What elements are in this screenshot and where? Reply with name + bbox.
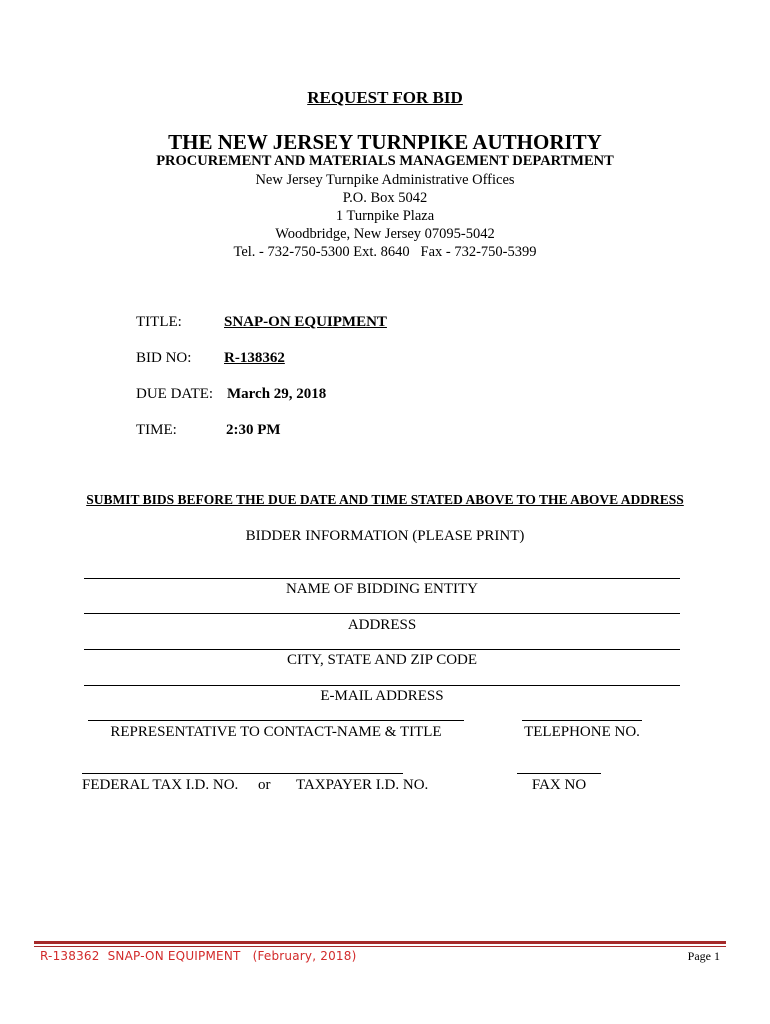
fax-line[interactable] [517, 773, 601, 774]
due-date-value: March 29, 2018 [227, 386, 327, 402]
address-line-offices: New Jersey Turnpike Administrative Offices [255, 172, 515, 188]
entity-name-line[interactable] [84, 578, 680, 579]
time-value: 2:30 PM [226, 422, 281, 438]
address-line-po-box: P.O. Box 5042 [342, 190, 428, 206]
bid-number-label: BID NO: [136, 350, 192, 366]
city-state-zip-line[interactable] [84, 649, 680, 650]
time-label: TIME: [136, 422, 177, 438]
bid-number-value: R-138362 [224, 350, 285, 366]
page-number: Page 1 [687, 949, 720, 963]
footer-rule-thin [34, 946, 726, 947]
address-line-phone-fax: Tel. - 732-750-5300 Ext. 8640 Fax - 732-750-5399 [233, 244, 537, 260]
footer-document-reference: R-138362 SNAP-ON EQUIPMENT (February, 2018) [40, 949, 357, 963]
bidder-information-heading: BIDDER INFORMATION (PLEASE PRINT) [245, 528, 525, 544]
address-line-city: Woodbridge, New Jersey 07095-5042 [275, 226, 495, 242]
city-state-zip-label: CITY, STATE AND ZIP CODE [286, 652, 478, 668]
title-value: SNAP-ON EQUIPMENT [224, 314, 387, 330]
tax-id-line[interactable] [82, 773, 403, 774]
telephone-line[interactable] [522, 720, 642, 721]
title-label: TITLE: [136, 314, 182, 330]
request-for-bid-heading: REQUEST FOR BID [307, 88, 463, 107]
footer-rule [34, 941, 726, 944]
submit-instructions: SUBMIT BIDS BEFORE THE DUE DATE AND TIME STATED ABOVE TO THE ABOVE ADDRESS [86, 492, 684, 507]
or-label: or [258, 777, 271, 793]
email-line[interactable] [84, 685, 680, 686]
entity-name-label: NAME OF BIDDING ENTITY [285, 581, 479, 597]
representative-label: REPRESENTATIVE TO CONTACT-NAME & TITLE [110, 724, 442, 740]
department-name: PROCUREMENT AND MATERIALS MANAGEMENT DEPARTMENT [156, 153, 614, 169]
due-date-label: DUE DATE: [136, 386, 214, 402]
email-label: E-MAIL ADDRESS [320, 688, 444, 704]
address-line-plaza: 1 Turnpike Plaza [335, 208, 435, 224]
telephone-label: TELEPHONE NO. [524, 724, 640, 740]
address-label: ADDRESS [347, 617, 417, 633]
federal-tax-id-label: FEDERAL TAX I.D. NO. [82, 777, 239, 793]
representative-line[interactable] [88, 720, 464, 721]
authority-name: THE NEW JERSEY TURNPIKE AUTHORITY [168, 130, 602, 154]
taxpayer-id-label: TAXPAYER I.D. NO. [296, 777, 429, 793]
fax-label: FAX NO [531, 777, 587, 793]
address-line[interactable] [84, 613, 680, 614]
